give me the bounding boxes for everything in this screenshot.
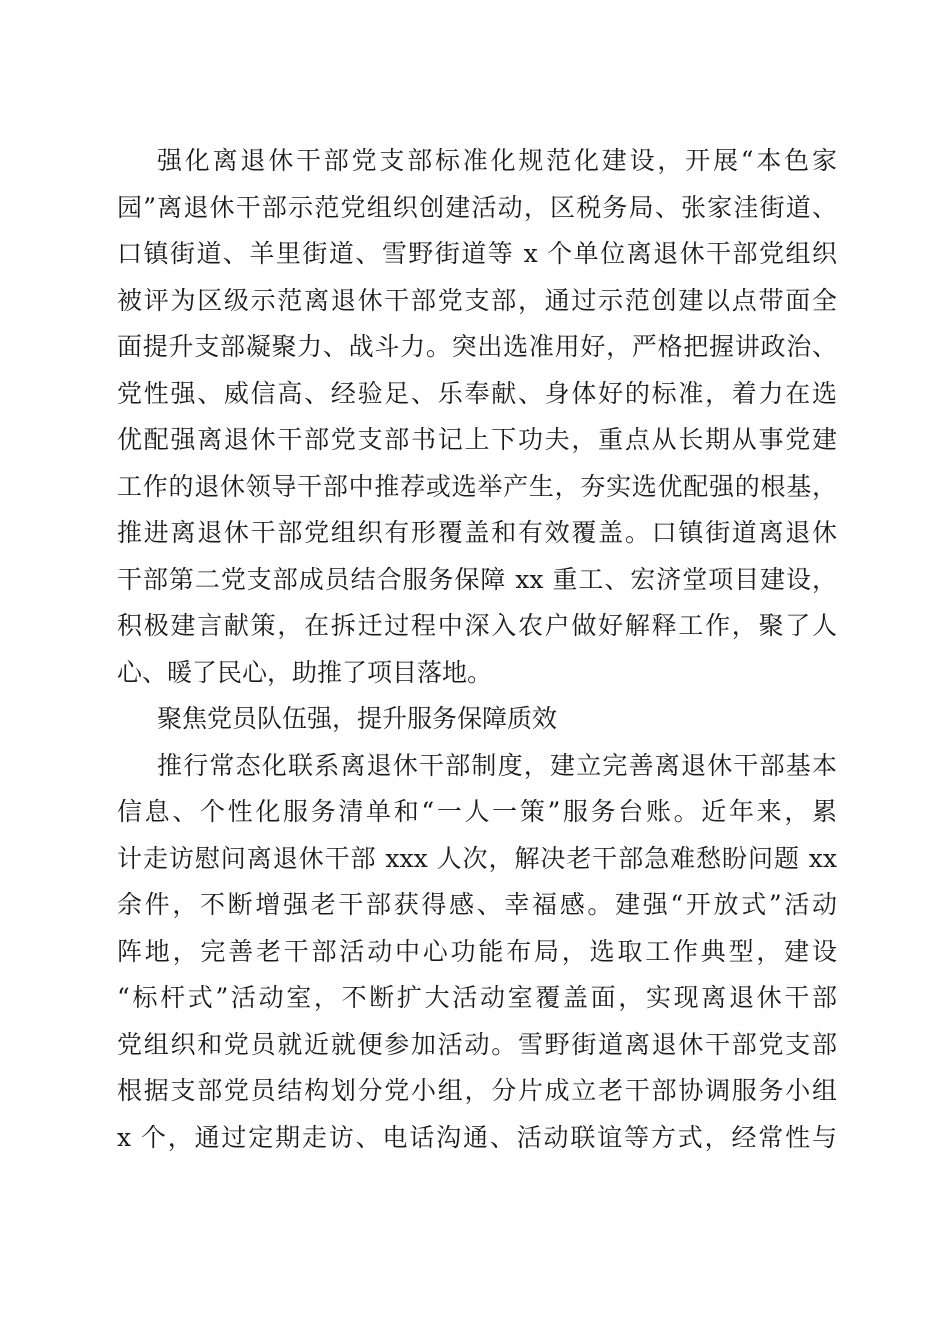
text-line: 工作的退休领导干部中推荐或选举产生，夯实选优配强的根基，: [117, 471, 837, 501]
document-body: [117, 138, 837, 1161]
text-line: 强化离退休干部党支部标准化规范化建设，开展“本色家: [157, 146, 837, 175]
text-line: 被评为区级示范离退休干部党支部，通过示范创建以点带面全: [117, 285, 837, 315]
text-line: 阵地，完善老干部活动中心功能布局，选取工作典型，建设: [117, 936, 837, 966]
text-line: “标杆式”活动室，不断扩大活动室覆盖面，实现离退休干部: [117, 983, 837, 1012]
text-line: 干部第二党支部成员结合服务保障 xx 重工、宏济堂项目建设，: [117, 564, 837, 594]
text-line: 口镇街道、羊里街道、雪野街道等 x 个单位离退休干部党组织: [117, 239, 837, 268]
text-line: 推行常态化联系离退休干部制度，建立完善离退休干部基本: [157, 750, 837, 780]
text-line: x 个，通过定期走访、电话沟通、活动联谊等方式，经常性与: [117, 1122, 837, 1152]
text-line: 党性强、威信高、经验足、乐奉献、身体好的标准，着力在选: [117, 378, 837, 408]
text-line: 聚焦党员队伍强，提升服务保障质效: [157, 704, 558, 733]
text-line: 推进离退休干部党组织有形覆盖和有效覆盖。口镇街道离退休: [117, 518, 837, 547]
text-line: 园”离退休干部示范党组织创建活动，区税务局、张家洼街道、: [117, 192, 837, 222]
text-line: 积极建言献策，在拆迁过程中深入农户做好解释工作，聚了人: [117, 611, 837, 640]
text-line: 心、暖了民心，助推了项目落地。: [117, 657, 493, 687]
text-line: 优配强离退休干部党支部书记上下功夫，重点从长期从事党建: [117, 425, 837, 454]
text-line: 余件，不断增强老干部获得感、幸福感。建强“开放式”活动: [117, 890, 837, 919]
text-line: 计走访慰问离退休干部 xxx 人次，解决老干部急难愁盼问题 xx: [117, 843, 837, 873]
text-line: 党组织和党员就近就便参加活动。雪野街道离退休干部党支部: [117, 1029, 837, 1059]
text-line: 面提升支部凝聚力、战斗力。突出选准用好，严格把握讲政治、: [117, 332, 837, 361]
text-line: 根据支部党员结构划分党小组，分片成立老干部协调服务小组: [117, 1076, 837, 1105]
text-line: 信息、个性化服务清单和“一人一策”服务台账。近年来，累: [117, 797, 837, 826]
